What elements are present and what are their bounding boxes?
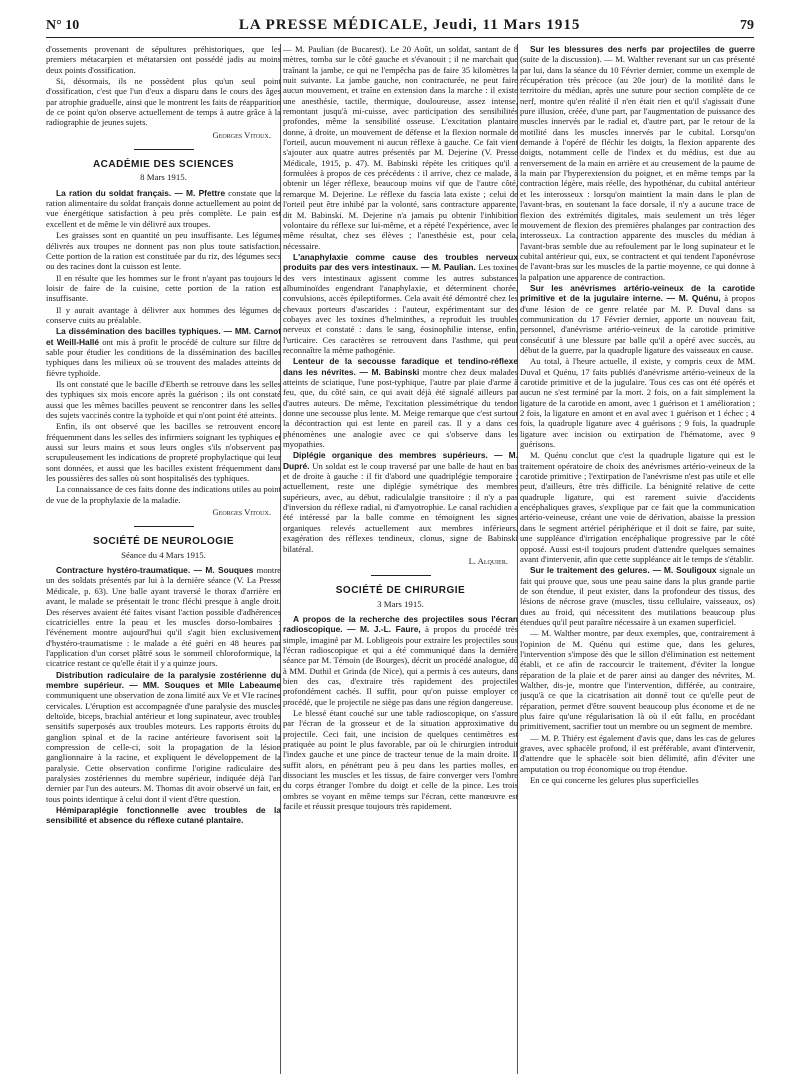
article-text: ont mis à profit le procédé de culture sur filtre de sable pour étudier les conditions de la dissémination des bacilles typhiques dans les milieux où se trouvent des malades atteints de fièvre typhoïde. <box>46 336 281 378</box>
section-rule <box>371 575 431 576</box>
section-date: 8 Mars 1915. <box>140 172 187 183</box>
article-text: à propos du procédé très simple, imaginé par M. Lobligeois pour extraire les projectiles sous l'écran radioscopique et qui a été communiqué dans la dernière séance par M. Témoin (de Bourges), décrit un procédé analogue, dû à MM. Duthil et Grinda (de Nice), qui a permis à ces auteurs, dans bien des cas, d'extraire très rapidement des projectiles profondément cachés. Il suffit, pour qu'on puisse employer ce procédé, que le projectile ne siège pas dans une région dangereuse. <box>283 624 518 707</box>
column-2 <box>283 44 518 1076</box>
article-text: constate que la ration alimentaire du soldat français donne actuellement au point de vue énergétique satisfaction à peu près complète. Le pain est excellent et de même le vin délivré aux troupes. <box>46 187 281 229</box>
paragraph: Si, désormais, ils ne possèdent plus qu'un seul point d'ossification, c'est que l'un d'eux a disparu dans le cours des âges par atrophie graduelle, ainsi que le montrent les faits de réapparition de ce point qu'on observe actuellement de temps à autre grâce à la radiographie de jeunes sujets. <box>46 76 281 128</box>
article-title: Contracture hystéro-traumatique. — M. Souques <box>56 565 254 576</box>
section-date: Séance du 4 Mars 1915. <box>121 549 206 560</box>
paragraph: — M. P. Thiéry est également d'avis que, dans les cas de gelures graves, avec sphacèle profond, il est préférable, avant d'intervenir, d'attendre que le sphacèle soit bien délimité, afin d'éviter une amputation ou trop économique ou trop étendue. <box>520 732 755 774</box>
article-text: signale un fait qui prouve que, sous une peau saine dans la plus grande partie de son étendue, il peut exister, dans la profondeur des tissus, des lésions de nécrose grave (muscles, tissu cellulaire, vaisseaux, os) dues au froid, qui nécessitent des mutilations beaucoup plus étendues qu'il peut paraître nécessaire à un examen superficiel. <box>520 565 755 627</box>
article-text: Un soldat est le coup traversé par une balle de haut en bas et de droite à gauche : il fit d'abord une quadriplégie temporaire ; actuellement, reste une diplégie symétrique des membres supérieurs, avec, au début, radiculalgie transitoire : il n'y a pas d'inversion du réflexe radial, ni d'amyotrophie. Le canal rachidien a été intéressé par la balle comme en témoignent les signes organiques relevés actuellement aux membres inférieurs, exagération des réflexes tendineux, clonus, signe de Babinski bilatéral. <box>283 460 518 554</box>
column-3 <box>520 44 755 1076</box>
article-text: Les toxines des vers intestinaux agissent comme les autres substances albuminoïdes engendrant l'anaphylaxie, et déterminent chorée, convulsions, accès épileptiformes. Cela avait été démontré chez les chevaux porteurs d'ascarides : l'auteur, expérimentant sur des cobayes avec les toxines d'helminthes, a reproduit les troubles nerveux et constaté : dans le sang, éosinophilie intense, enfin, l'urticaire. Ces caractères se retrouvent dans l'asthme, qui peut reconnaître la même pathogénie. <box>283 262 518 355</box>
section-date: 3 Mars 1915. <box>377 598 424 609</box>
paragraph: Les graisses sont en quantité un peu insuffisante. Les légumes délivrés aux troupes ne donnent pas non plus toute satisfaction. Cette portion de la ration est constituée par du riz, des légumes secs ou des racines dont la cuisson est lente. <box>46 230 281 272</box>
article-title: La ration du soldat français. — M. Pfettre <box>56 187 226 198</box>
column-1 <box>46 44 281 1076</box>
paragraph: En ce qui concerne les gelures plus superficielles <box>530 775 699 786</box>
journal-title: LA PRESSE MÉDICALE, Jeudi, 11 Mars 1915 <box>238 17 581 33</box>
paragraph: M. Quénu conclut que c'est la quadruple ligature qui est le traitement opératoire de choix des anévrismes artério-veineux de la carotide primitive ; l'extirpation de l'anévrisme n'est pas utile et elle peut, d'ailleurs, être très difficile. La bénignité relative de cette quadruple ligature, qui est rarement suivie d'accidents encéphaliques graves, s'explique par ce fait que la communication artério-veineuse, créant une voie de dérivation, abaisse la pression dans le segment artériel périphérique et il doit se faire, par suite, une suppléance d'irrigation encéphalique progressive par le côté opposé. Aussi est-il toujours prudent d'attendre quelques semaines avant d'intervenir, afin que cette suppléance ait le temps de s'établir. <box>520 450 755 564</box>
signature: Georges Vitoux. <box>212 507 271 518</box>
paragraph: Ils ont constaté que le bacille d'Eberth se retrouve dans les selles des typhiques six mois encore après la guérison ; ils ont constaté aussi que les mêmes bacilles peuvent se rencontrer dans les selles des sujets vaccinés contre la typhoïde et qui n'ont point été atteints. <box>46 378 281 420</box>
section-rule <box>134 526 194 527</box>
article-text: montre chez deux malades atteints de sciatique, l'une post-typhique, l'autre par plaie d'arme à feu, que, du côté sain, ce qui avait déjà été signalé ailleurs par d'autres auteurs. De même, l'excitation plessimétrique du tendon donne une secousse plus lente. M. Meige remarque que c'est surtout la décontraction qui est lente en pareil cas. Il y a dans ces phénomènes une analogie avec ce qui s'observe dans les myopathies. <box>283 366 518 450</box>
article-title: Sur les blessures des nerfs par projectiles de guerre <box>530 44 755 54</box>
paragraph: Au total, à l'heure actuelle, il existe, y compris ceux de MM. Duval et Quénu, 17 faits publiés d'anévrisme artério-veineux de la carotide primitive et de la jugulaire. Tous ces cas ont été opérés et aucun ne s'est terminé par la mort. 2 fois, on a fait simplement la ligature de la carotide en amont, avec 1 guérison et 1 amélioration ; 2 fois, la ligature en amont et en aval avec 1 guérison et 1 échec ; 4 fois, la quadruple ligature avec 4 guérisons ; 9 fois, la quadruple ligature avec incision ou extirpation de l'hématome, avec 9 guérisons. <box>520 356 755 450</box>
paragraph: Enfin, ils ont observé que les bacilles se retrouvent encore fréquemment dans les selles des infirmiers soignant les typhiques et aussi sur leurs mains et sous leurs ongles s'ils n'observent pas scrupuleusement les indications de propreté prophylactique qui leur sont données, et aussi que les bacilles existent fréquemment dans les poussières des salles où sont hospitalisés des typhiques. <box>46 421 281 484</box>
signature: Georges Vitoux. <box>212 129 271 140</box>
paragraph: Le blessé étant couché sur une table radioscopique, on s'assure par l'écran de la grosseur et de la situation approximative du projectile. Ceci fait, une incision de quelques centimètres est pratiquée au point le plus favorable, par où le chirurgien introduit l'index gauche et une pince de tracteur tenue de la main droite. Il suffit alors, en pénétrant peu à peu dans les parties molles, en dissociant les muscles et les tissus, de faire converger vers l'ombre du corps étranger l'ombre du doigt et celle de la pince. Les trois ombres se voyant en même temps sur l'écran, cette manœuvre est facile et réussit presque toujours très rapidement. <box>283 707 518 812</box>
article-title: Sur le traitement des gelures. — M. Souligoux <box>530 565 717 576</box>
article-title: Diplégie organique des membres supérieurs. — M. Dupré. <box>283 450 518 471</box>
article-text: (suite de la discussion). — M. Walther revenant sur un cas présenté par lui, dans la séance du 10 Février dernier, comme un exemple de récupération très précoce (au 20e jour) de la motilité dans le territoire du médian, après une suture pour section complète de ce nerf, montre qu'en réalité il n'en était rien et qu'il s'agissait d'une pure illusion, créée, d'une part, par l'augmentation de puissance des muscles innervés par le radial et, d'autre part, par le retour de la motilité dans les muscles innervés par le cubital. Lorsqu'on demande à l'opéré de fléchir les doigts, la flexion apparente des doigts, notamment celle de l'index et du médius, est due au renversement de la main en arrière et au creusement de la paume de la main par l'hyperextension du poignet, et en même temps par la contraction légère, mais réelle, des hypothénar, du cubital antérieur et les interosseux : lorsqu'on maintient la main dans le plan de l'avant-bras, en soutenant la face dorsale, il n'y a aucune trace de flexion des extrémités digitales, mais seulement un très léger mouvement de flexion des premières phalanges par contraction des interosseux. La contraction apparente des muscles du médian à l'avant-bras semble due au refoulement par le long supinateur et le cubital antérieur qui, eux, se contractent et qui tendent l'aponévrose de l'avant-bras sur les muscles de la partie moyenne, ce qui donne à la palpation une apparence de contraction. <box>520 54 755 282</box>
signature: L. Alquier. <box>468 555 508 566</box>
article-text: montre un des soldats présentés par lui à la dernière séance (V. La Presse Médicale, p. 63). Une balle ayant traversé le thorax d'arrière en avant, le malade se présentait le tronc fléchi presque à angle droit. Des réserves avaient été faites visant l'action possible d'adhérences cicatricielles entre la peau et les muscles dorso-lombaires : l'événement montre aujourd'hui qu'il s'agit bien exclusivement d'hystéro-traumatisme : le malade a été guéri en 48 heures par l'application d'un corset plâtré sous le sommeil chloroformique, la cicatrice restant ce qu'elle était il y a quinze jours. <box>46 565 281 669</box>
paragraph: La connaissance de ces faits donne des indications utiles au point de vue de la prophylaxie de la maladie. <box>46 484 281 505</box>
article-title: L'anaphylaxie comme cause des troubles nerveux produits par des vers intestinaux. — M. Paulian. <box>283 251 518 273</box>
article-title: Lenteur de la secousse faradique et tendino-réflexe dans les névrites. — M. Babinski <box>283 356 518 377</box>
section-heading: SOCIÉTÉ DE NEUROLOGIE <box>92 536 235 548</box>
paragraph: — M. Paulian (de Bucarest). Le 20 Août, un soldat, santant de 8 mètres, tomba sur le côté gauche et s'évanouit ; il ne marchait que traînant la jambe, ce qui ne l'empêcha pas de faire 35 kilomètres la nuit suivante. La jambe gauche, non contracturée, ne peut faire aucun mouvement, et traîne en extension dans la marche : il existe une anesthésie, tactile, thermique, douloureuse, assez intense, remontant jusqu'à mi-cuisse, avec participation des sensibilités profondes, même la sensibilité osseuse. L'excitation plantaire donne, à droite, un mouvement de défense et la flexion normale de l'orteil, aucun mouvement ni aucun réflexe à gauche. Ce fait vient s'ajouter aux quatre autres présentés par M. Dejerine (V. Presse Médicale, 1915, p. 47). M. Babinski répète les critiques qu'il a formulées à propos de ces précédents : il arrive, chez ce malade, à obtenir un léger réflexe, beaucoup moins vif que de l'autre côté, remarque M. Dejerine. Le réflexe du fascia lata existe ; celui de l'orteil peut être inhibé par la volonté, sans contracture apparente, dit M. Babinski. M. Dejerine n'a jamais pu obtenir l'inhibition volontaire du réflexe sur lui-même, et a répété l'expérience, avec le même résultat, chez ses élèves ; l'anesthésie est, pour cela, nécessaire. <box>283 44 518 251</box>
article-title: Hémiparaplégie fonctionnelle avec troubles de la sensibilité et absence du réflexe cutané plantaire. <box>46 805 281 826</box>
section-heading: SOCIÉTÉ DE CHIRURGIE <box>335 585 466 597</box>
article-text: à propos d'une lésion de ce genre relatée par M. P. Duval dans sa communication du 17 Février dernier, apporte un nouveau fait, personnel, d'anévrisme artério-veineux de la carotide primitive consécutif à une blessure par balle qu'il a opéré avec succès, au début de la guerre, par la quadruple ligature des vaisseaux en cause. <box>520 293 755 355</box>
article-text: communiquent une observation de zona limité aux Ve et VIe racines cervicales. L'éruption est accompagnée d'une paralysie des muscles deltoïde, biceps, brachial antérieur et long supinateur, avec troubles sensitifs superposés aux troubles moteurs. Les rapports étroits du ganglion spinal et de la racine antérieure favorisent soit la compression de celle-ci, soit la propagation de la lésion ganglionnaire à la racine, et expliquent le développement de la paralysie. Cette observation confirme l'origine radiculaire des paralysies zostériennes du membre supérieur, indiquée déjà l'an dernier par l'un des auteurs. M. Thomas dit avoir observé un fait, en tous points identique à celui dont il vient d'être question. <box>46 690 281 804</box>
paragraph: — M. Walther montre, par deux exemples, que, contrairement à l'opinion de M. Quénu qui estime que, dans les gelures, l'intervention s'impose dès que le sillon d'élimination est nettement établi, et ce afin de raccourcir le traitement, d'éviter la longue réparation de la plaie et de parer ainsi au danger des névrites, M. Walther, dis-je, montre que l'intervention, différée, au contraire, jusqu'à ce que la cicatrisation ait donné tout ce qu'elle peut de réparation, permet d'être souvent beaucoup plus économe et de ne plus faire qu'une régularisation là où il eût fallu, en procédant primitivement, sacrifier tout un membre ou un segment de membre. <box>520 628 755 732</box>
section-heading: ACADÉMIE DES SCIENCES <box>92 159 235 171</box>
section-rule <box>134 149 194 150</box>
paragraph: Il en résulte que les hommes sur le front n'ayant pas toujours le loisir de faire de la cuisine, cette portion de la ration est insuffisante. <box>46 272 281 304</box>
article-title: La dissémination des bacilles typhiques. — MM. Carnot et Weill-Hallé <box>46 326 281 347</box>
article-title: Sur les anévrismes artério-veineux de la carotide primitive et de la jugulaire interne. — M. Quénu, <box>520 282 755 304</box>
article-title: A propos de la recherche des projectiles sous l'écran radioscopique. — M. J.-L. Faure, <box>283 613 518 635</box>
page-header <box>46 12 754 38</box>
paragraph: d'ossements provenant de sépultures préhistoriques, que les premiers métacarpien et métatarsien ont possédé jadis au moins deux points d'ossification. <box>46 44 281 75</box>
paragraph: Il y aurait avantage à délivrer aux hommes des légumes de conserve cuits au préalable. <box>46 304 281 325</box>
page-number: 79 <box>739 18 754 33</box>
article-title: Distribution radiculaire de la paralysie zostérienne du membre supérieur. — MM. Souques et Mlle Labeaume <box>46 669 281 690</box>
issue-number: N° 10 <box>46 18 80 33</box>
